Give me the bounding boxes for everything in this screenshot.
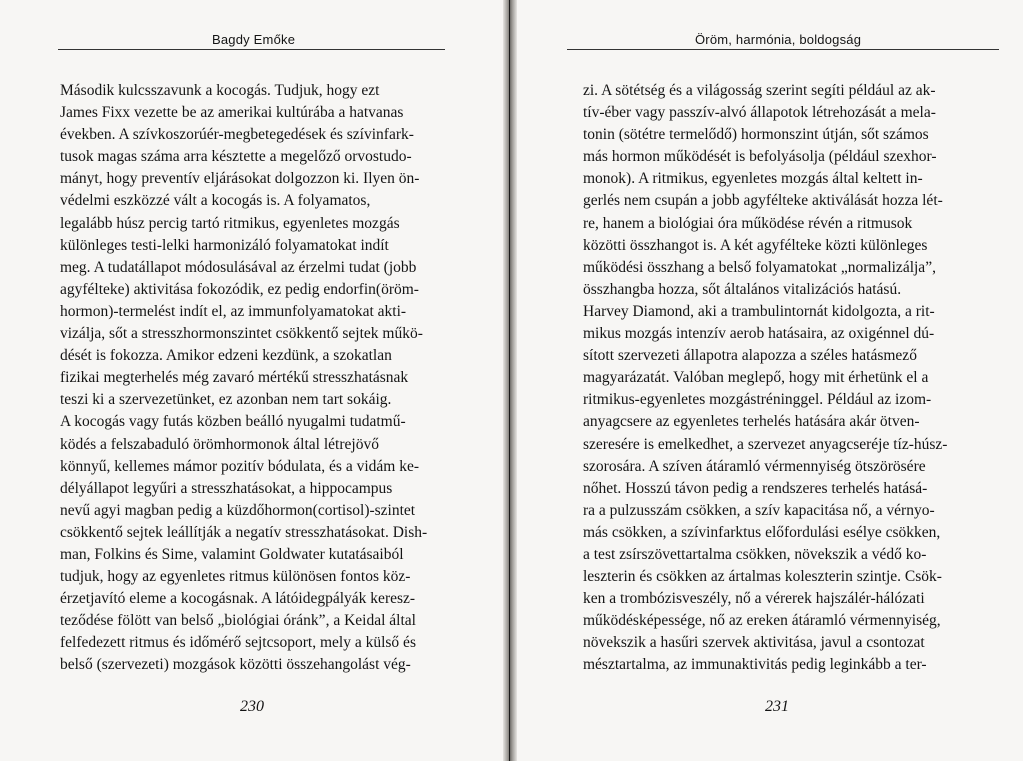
text-line: összhangba hozza, sőt általános vitalizációs hatású. xyxy=(583,280,902,298)
text-line: man, Folkins és Sime, valamint Goldwater kutatásaiból xyxy=(60,545,404,563)
text-line: növekszik a hasűri szervek aktivitása, javul a csontozat xyxy=(583,634,925,652)
text-line: legalább húsz percig tartó ritmikus, egyenletes mozgás xyxy=(60,214,400,232)
text-line: ken a trombózisveszély, nő a vérerek hajszálér-hálózati xyxy=(583,590,925,608)
text-line: Harvey Diamond, aki a trambulintornát kidolgozta, a rit- xyxy=(583,302,935,320)
text-line: működési összhang a belső folyamatokat „normalizálja”, xyxy=(583,258,936,276)
text-line: mésztartalma, az immunaktivitás pedig leginkább a ter- xyxy=(583,656,927,674)
text-line: más hormon működését is befolyásolja (például szexhor- xyxy=(583,148,937,166)
text-line: Második kulcsszavunk a kocogás. Tudjuk, hogy ezt xyxy=(60,82,380,99)
running-head-left: Bagdy Emőke xyxy=(212,32,296,47)
text-line: fizikai megterhelés még zavaró mértékű stresszhatásnak xyxy=(60,369,409,387)
text-line: nőhet. Hosszú távon pedig a rendszeres terhelés hatásá- xyxy=(583,479,928,497)
text-line: különleges testi-lelki harmonizáló folyamatokat indít xyxy=(60,236,389,254)
text-line: belső (szervezeti) mozgások közötti összehangolást vég- xyxy=(60,656,411,674)
text-line: tusok magas száma arra késztette a megelőző orvostudo- xyxy=(60,148,412,166)
text-line: agyfélteke) aktivitása fokozódik, ez pedig endorfin(öröm- xyxy=(60,280,419,298)
text-line: magyarázatát. Valóban meglepő, hogy mit érhetünk el a xyxy=(583,369,929,387)
page-number-right: 231 xyxy=(765,698,789,715)
text-line: védelmi eszközzé vált a kocogás is. A folyamatos, xyxy=(60,192,371,210)
text-line: hormon)-termelést indít el, az immunfolyamatokat akti- xyxy=(60,302,407,320)
left-page xyxy=(0,0,503,761)
text-line: leszterin és csökken az ártalmas koleszterin szintje. Csök- xyxy=(583,568,942,586)
gutter-line xyxy=(509,0,510,761)
text-line: zi. A sötétség és a világosság szerint segíti például az ak- xyxy=(583,82,936,99)
right-page xyxy=(517,0,1023,761)
running-head-right: Öröm, harmónia, boldogság xyxy=(695,32,862,47)
text-line: nevű agyi magban pedig a küzdőhormon(cortisol)-szintet xyxy=(60,501,416,519)
text-line: csökkentő sejtek leállítják a negatív stresszhatásokat. Dish- xyxy=(60,523,428,541)
text-line: monok). A ritmikus, egyenletes mozgás által keltett in- xyxy=(583,170,923,188)
text-line: ra a pulzusszám csökken, a szív kapacitása nő, a vérnyo- xyxy=(583,501,935,519)
text-line: gerlés nem csupán a jobb agyfélteke aktiválását hozza lét- xyxy=(583,192,943,210)
text-line: működésképessége, nő az ereken átáramló vérmennyiség, xyxy=(583,612,941,630)
text-line: James Fixx vezette be az amerikai kultúrába a hatvanas xyxy=(60,104,404,122)
book-gutter xyxy=(503,0,517,761)
text-line: teződése fölött van belső „biológiai óránk”, a Keidal által xyxy=(60,612,416,630)
text-line: délyállapot legyűri a stresszhatásokat, a hippocampus xyxy=(60,479,393,497)
text-line: meg. A tudatállapot módosulásával az érzelmi tudat (jobb xyxy=(60,258,417,276)
text-line: mányt, hogy preventív eljárásokat dolgozzon ki. Ilyen ön- xyxy=(60,170,420,188)
body-text-left xyxy=(60,80,446,677)
text-line: más csökken, a szívinfarktus előfordulási esélye csökken, xyxy=(583,523,941,541)
text-line: mikus mozgás intenzív aerob hatásaira, az oxigénnel dú- xyxy=(583,325,935,343)
text-line: A kocogás vagy futás közben beálló nyugalmi tudatmű- xyxy=(60,413,406,431)
text-line: re, hanem a biológiai óra működése révén a ritmusok xyxy=(583,214,913,232)
text-line: szeresére is emelkedhet, a szervezet anyagcseréje tíz-húsz- xyxy=(583,435,948,453)
header-rule-left xyxy=(58,49,445,50)
text-line: közötti összhangot is. A két agyfélteke közti különleges xyxy=(583,236,928,254)
text-line: években. A szívkoszorúér-megbetegedések és szívinfark- xyxy=(60,126,414,144)
text-line: szorosára. A szíven átáramló vérmennyiség ötszörösére xyxy=(583,457,926,475)
body-text-right xyxy=(583,80,1003,677)
text-line: anyagcsere az egyenletes terhelés hatására akár ötven- xyxy=(583,413,920,431)
text-line: ködés a felszabaduló örömhormonok által létrejövő xyxy=(60,435,379,453)
text-line: tonin (sötétre termelődő) hormonszint útján, sőt számos xyxy=(583,126,929,144)
header-rule-right xyxy=(567,49,999,50)
text-line: tudjuk, hogy az egyenletes ritmus különösen fontos köz- xyxy=(60,568,411,586)
text-line: tív-éber vagy passzív-alvó állapotok létrehozását a mela- xyxy=(583,104,936,122)
text-line: ritmikus-egyenletes mozgástréninggel. Például az izom- xyxy=(583,391,932,409)
text-line: sított szervezeti állapotra alapozza a széles hatásmező xyxy=(583,347,917,365)
page-number-left: 230 xyxy=(240,698,264,715)
text-line: felfedezett ritmus és időmérő sejtcsoport, mely a külső és xyxy=(60,634,416,652)
text-line: dését is fokozza. Amikor edzeni kezdünk, a szokatlan xyxy=(60,347,392,365)
text-line: a test zsírszövettartalma csökken, növekszik a védő ko- xyxy=(583,545,927,563)
text-line: könnyű, kellemes mámor pozitív bódulata, és a vidám ke- xyxy=(60,457,419,475)
text-line: érzetjavító eleme a kocogásnak. A látóidegpályák keresz- xyxy=(60,590,416,608)
text-line: vizálja, sőt a stresszhormonszintet csökkentő sejtek műkö- xyxy=(60,325,423,343)
text-line: teszi ki a szervezetünket, ez azonban nem tart sokáig. xyxy=(60,391,392,409)
